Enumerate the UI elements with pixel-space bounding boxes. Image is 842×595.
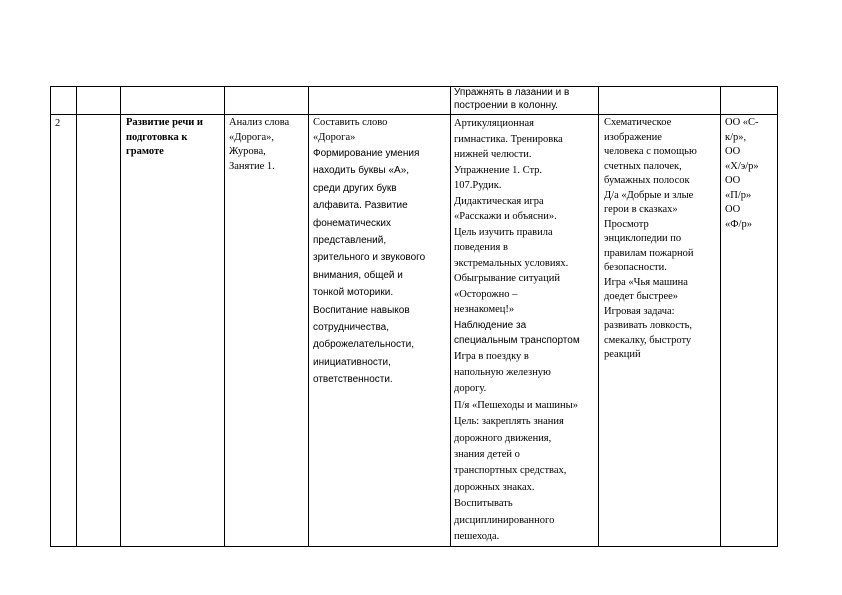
environment-line: бумажных полосок [604, 175, 690, 186]
activity-line: Обыгрывание ситуаций [454, 273, 560, 284]
environment-line: правилам пожарной [604, 247, 694, 259]
tasks-body-line: Формирование умения [313, 148, 420, 159]
subject-line: Развитие речи и [126, 117, 203, 128]
col-line-1 [76, 86, 77, 547]
activity-line: Цель: закреплять знания [454, 416, 564, 428]
area-line: к/р», [725, 131, 747, 143]
activity-line: Артикуляционная [454, 118, 534, 129]
subject-line: грамоте [126, 146, 164, 157]
tasks-title-line: «Дорога» [313, 131, 356, 143]
subject-cell [126, 116, 222, 160]
col-line-5 [450, 86, 451, 547]
area-line: ОО [725, 204, 741, 215]
environment-line: Игровая задача: [604, 305, 675, 317]
text-line: Упражнять в лазании и в [454, 87, 570, 98]
tasks-body-line: инициативности, [313, 356, 391, 368]
col-line-8 [777, 86, 778, 547]
area-line: ОО [725, 175, 741, 186]
environment-line: энциклопедии по [604, 233, 682, 244]
environment-line: герои в сказках» [604, 204, 678, 215]
environment-line: изображение [604, 131, 662, 143]
activity-line: напольную железную [454, 366, 551, 378]
tasks-title-line: Составить слово [313, 117, 388, 128]
activity-line: П/я «Пешеходы и машины» [454, 399, 578, 411]
activity-line: Дидактическая игра [454, 195, 544, 207]
tasks-body-line: сотрудничества, [313, 322, 389, 334]
tasks-cell [313, 116, 449, 389]
environment-line: реакций [604, 349, 641, 360]
area-line: «Ф/р» [725, 218, 752, 230]
table-bottom-border [50, 546, 778, 547]
activity-line: Воспитывать [454, 498, 513, 510]
topic-line: Журова, [229, 146, 266, 157]
text-line: построении в колонну. [454, 100, 558, 111]
environment-line: безопасности. [604, 262, 667, 273]
tasks-body-line: находить буквы «А», [313, 165, 410, 177]
tasks-body-line: фонематических [313, 217, 391, 229]
environment-line: смекалку, быстроту [604, 334, 692, 346]
tasks-body-line: среди других букв [313, 182, 397, 194]
activity-line: незнакомец!» [454, 304, 515, 315]
environment-line: Просмотр [604, 218, 649, 230]
activity-line: Игра в поездку в [454, 350, 529, 362]
col-line-0 [50, 86, 51, 547]
topic-cell [229, 116, 307, 174]
tasks-body-line: тонкой моторики. [313, 287, 394, 299]
areas-cell [725, 116, 777, 232]
environment-line: Игра «Чья машина [604, 276, 688, 288]
tasks-body-line: Воспитание навыков [313, 304, 410, 316]
activity-line: экстремальных условиях. [454, 257, 569, 269]
activity-line: Цель изучить правила [454, 226, 553, 238]
col-line-3 [224, 86, 225, 547]
topic-line: «Дорога», [229, 131, 275, 143]
area-line: ОО [725, 146, 741, 157]
activity-line: Упражнение 1. Стр. [454, 164, 543, 176]
environment-line: Схематическое [604, 117, 672, 128]
row-number-cell [55, 116, 60, 132]
activity-line: гимнастика. Тренировка [454, 133, 563, 145]
subject-line: подготовка к [126, 131, 188, 143]
activity-line: транспортных средствах, [454, 465, 567, 477]
environment-line: доедет быстрее» [604, 291, 679, 302]
tasks-body-line: доброжелательности, [313, 339, 415, 351]
area-line: «Х/э/р» [725, 160, 759, 172]
environment-line: человека с помощью [604, 146, 697, 157]
tasks-body-line: внимания, общей и [313, 269, 403, 281]
area-line: «П/р» [725, 189, 752, 201]
activity-line: дорожных знаках. [454, 481, 535, 493]
activity-line: нижней челюсти. [454, 149, 532, 160]
activity-line: поведения в [454, 242, 508, 253]
environment-line: счетных палочек, [604, 160, 682, 172]
col-line-7 [720, 86, 721, 547]
activity-line: дорожного движения, [454, 432, 552, 444]
activity-line: пешехода. [454, 530, 500, 542]
col-line-4 [308, 86, 309, 547]
row-number: 2 [55, 118, 61, 129]
col-line-2 [120, 86, 121, 547]
activity-line: знания детей о [454, 448, 520, 460]
activity-line: 107.Рудик. [454, 180, 502, 191]
activities-cell [454, 116, 597, 545]
tasks-body-line: алфавита. Развитие [313, 200, 408, 212]
activity-line: «Расскажи и объясни». [454, 211, 557, 222]
topic-line: Занятие 1. [229, 160, 275, 172]
environment-line: Д/а «Добрые и злые [604, 189, 694, 201]
table-top-border [50, 86, 778, 87]
tasks-body-line: представлений, [313, 235, 387, 247]
row-divider [50, 114, 778, 115]
environment-cell [604, 116, 719, 363]
area-line: ОО «С- [725, 117, 759, 128]
col-line-6 [598, 86, 599, 547]
activity-line: «Осторожно – [454, 288, 518, 300]
activity-line: Наблюдение за [454, 319, 527, 331]
activity-line: специальным транспортом [454, 335, 580, 346]
activity-line: дорогу. [454, 383, 487, 395]
topic-line: Анализ слова [229, 117, 290, 128]
environment-line: развивать ловкость, [604, 320, 693, 331]
tasks-body-line: ответственности. [313, 374, 393, 386]
top-row-activities-cell [454, 86, 596, 112]
tasks-body-line: зрительного и звукового [313, 252, 426, 264]
activity-line: дисциплинированного [454, 514, 555, 526]
